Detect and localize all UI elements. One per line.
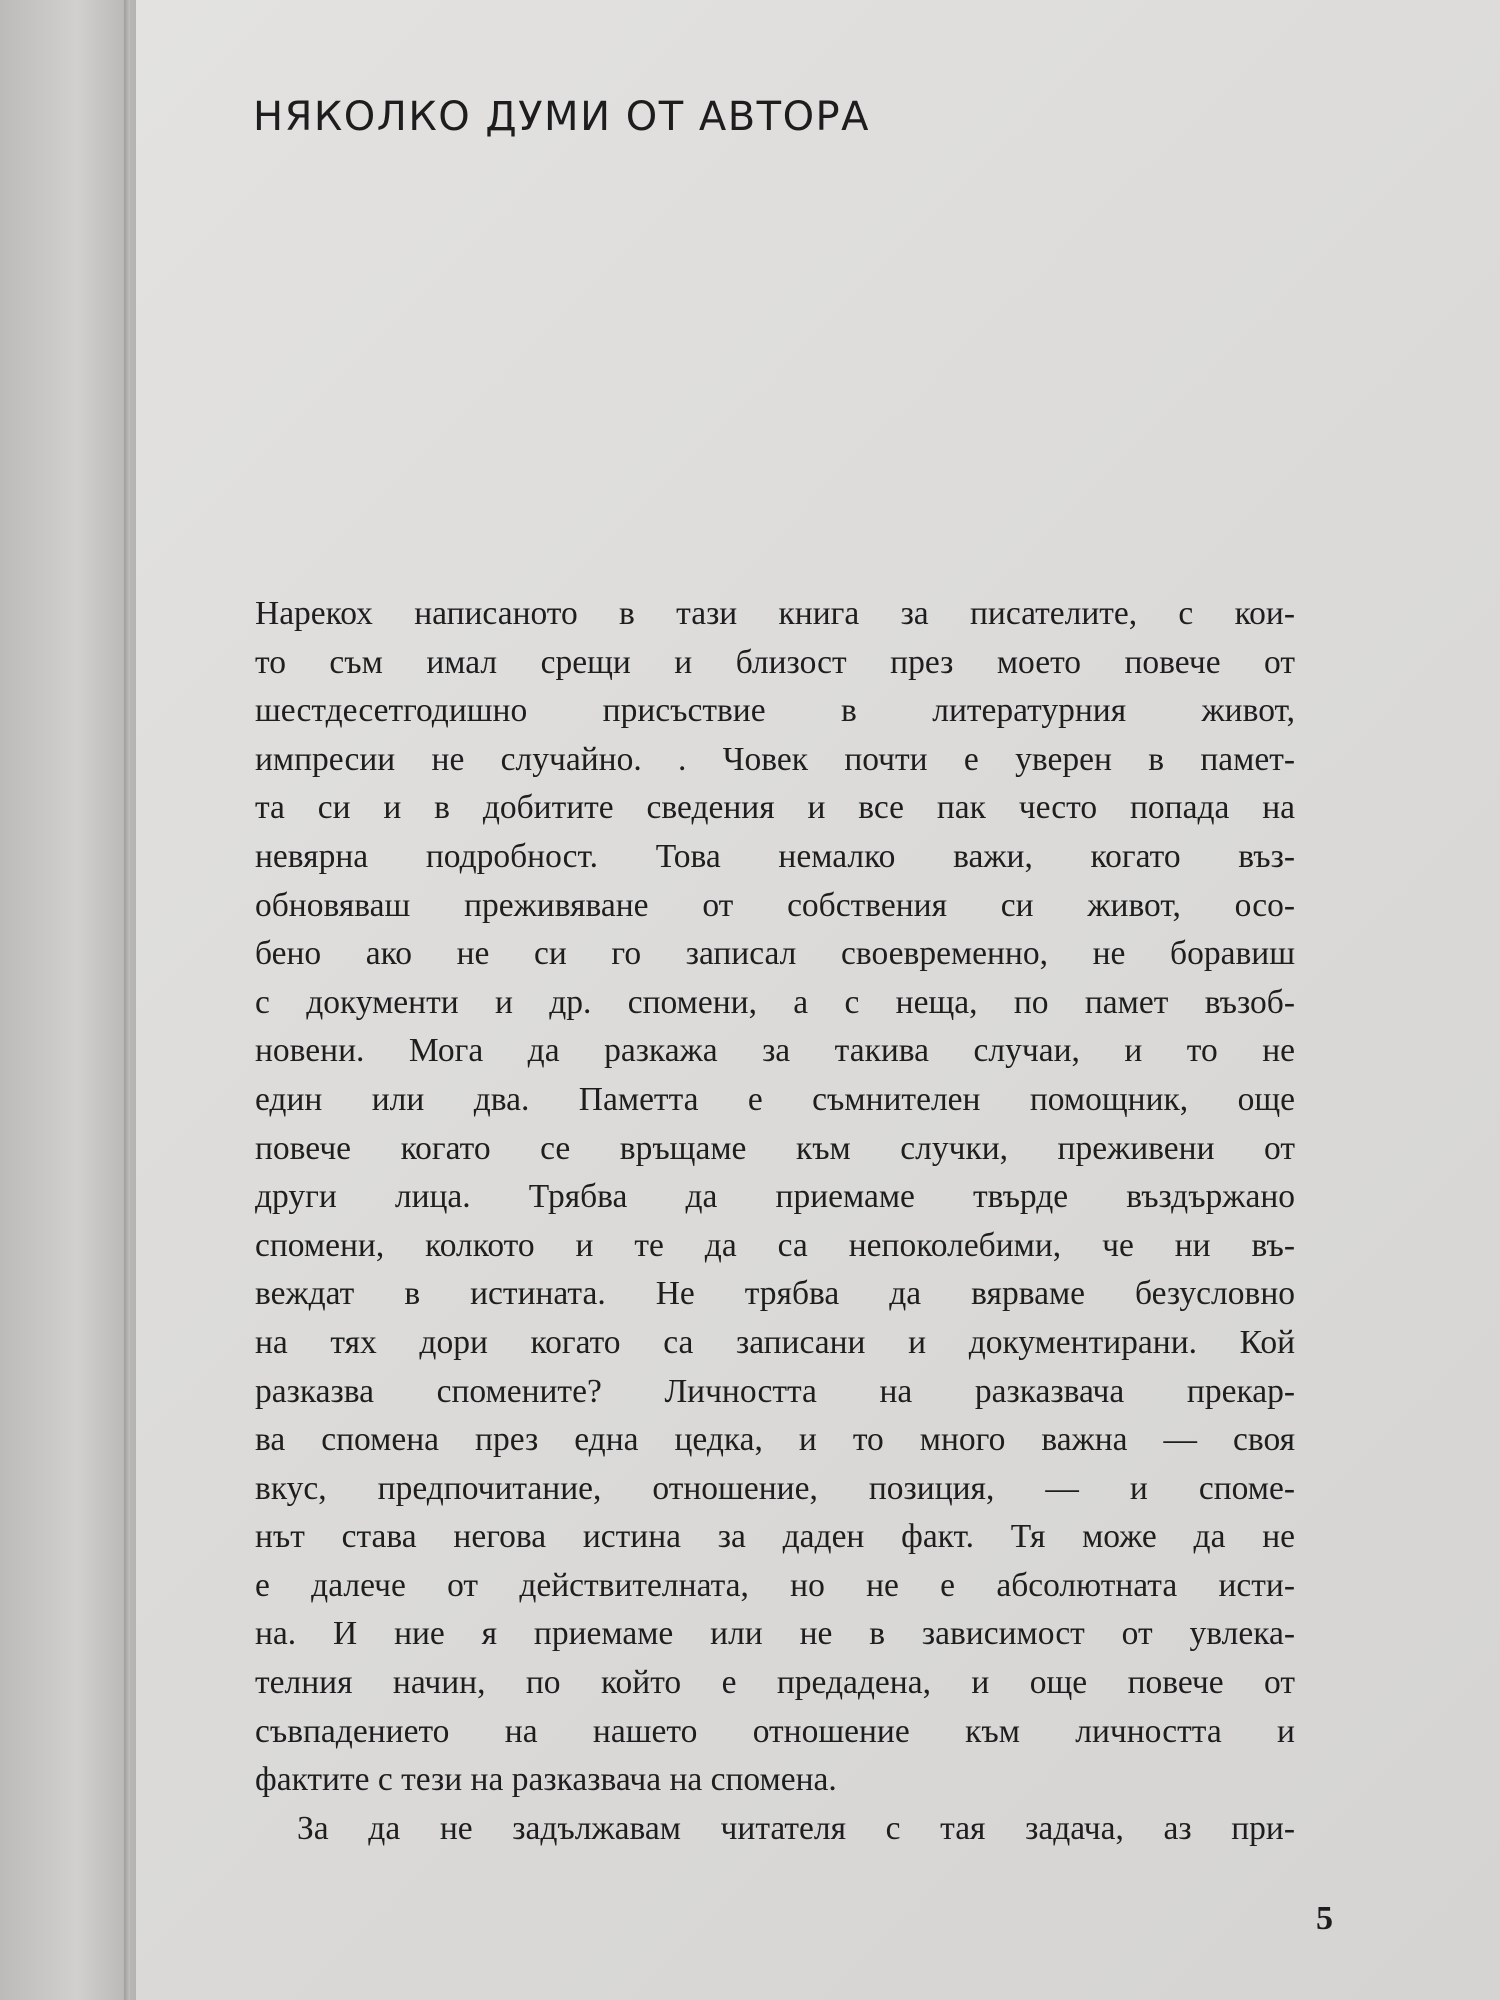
previous-page-edge <box>124 0 130 2000</box>
text-line: съвпадението на нашето отношение към личността и <box>255 1712 1295 1750</box>
text-line: фактите с тези на разказвача на спомена. <box>255 1761 837 1799</box>
book-gutter <box>0 0 140 2000</box>
text-line: е далече от действителната, но не е абсолютната исти- <box>255 1566 1295 1604</box>
text-line: импресии не случайно. . Човек почти е уверен в памет- <box>255 740 1295 778</box>
text-line: един или два. Паметта е съмнителен помощник, още <box>255 1080 1295 1118</box>
text-line: на. И ние я приемаме или не в зависимост от увлека- <box>255 1615 1295 1653</box>
text-line: шестдесетгодишно присъствие в литературния живот, <box>255 692 1295 730</box>
text-line: то съм имал срещи и близост през моето повече от <box>255 643 1295 681</box>
chapter-heading: НЯКОЛКО ДУМИ ОТ АВТОРА <box>253 94 871 140</box>
text-line: на тях дори когато са записани и документирани. Кой <box>255 1323 1295 1361</box>
text-line: Нарекох написаното в тази книга за писателите, с кои- <box>255 595 1295 632</box>
text-line: новени. Мога да разкажа за такива случаи, и то не <box>255 1032 1295 1070</box>
text-line: спомени, колкото и те да са непоколебими, че ни въ- <box>255 1226 1295 1264</box>
text-line: обновяваш преживяване от собствения си живот, осо- <box>255 886 1295 924</box>
text-line: повече когато се връщаме към случки, преживени от <box>255 1129 1295 1167</box>
text-line: ва спомена през една цедка, и то много важна — своя <box>255 1421 1295 1459</box>
text-line: та си и в добитите сведения и все пак често попада на <box>255 789 1295 827</box>
text-line: вкус, предпочитание, отношение, позиция, — и споме- <box>255 1469 1295 1507</box>
text-line: други лица. Трябва да приемаме твърде въздържано <box>255 1178 1295 1216</box>
text-line: невярна подробност. Това немалко важи, когато въз- <box>255 837 1295 875</box>
text-line: веждат в истината. Не трябва да вярваме безусловно <box>255 1275 1295 1313</box>
text-line: телния начин, по който е предадена, и още повече от <box>255 1664 1295 1702</box>
book-page <box>136 0 1500 2000</box>
text-line: нът става негова истина за даден факт. Тя може да не <box>255 1518 1295 1556</box>
text-line: с документи и др. спомени, а с неща, по памет възоб- <box>255 983 1295 1021</box>
page-number: 5 <box>1316 1900 1333 1937</box>
text-line: бено ако не си го записал своевременно, не боравиш <box>255 935 1295 973</box>
text-line: разказва спомените? Личността на разказвача прекар- <box>255 1372 1295 1410</box>
text-line: За да не задължавам читателя с тая задача, аз при- <box>297 1809 1295 1847</box>
body-text <box>255 590 1295 1853</box>
